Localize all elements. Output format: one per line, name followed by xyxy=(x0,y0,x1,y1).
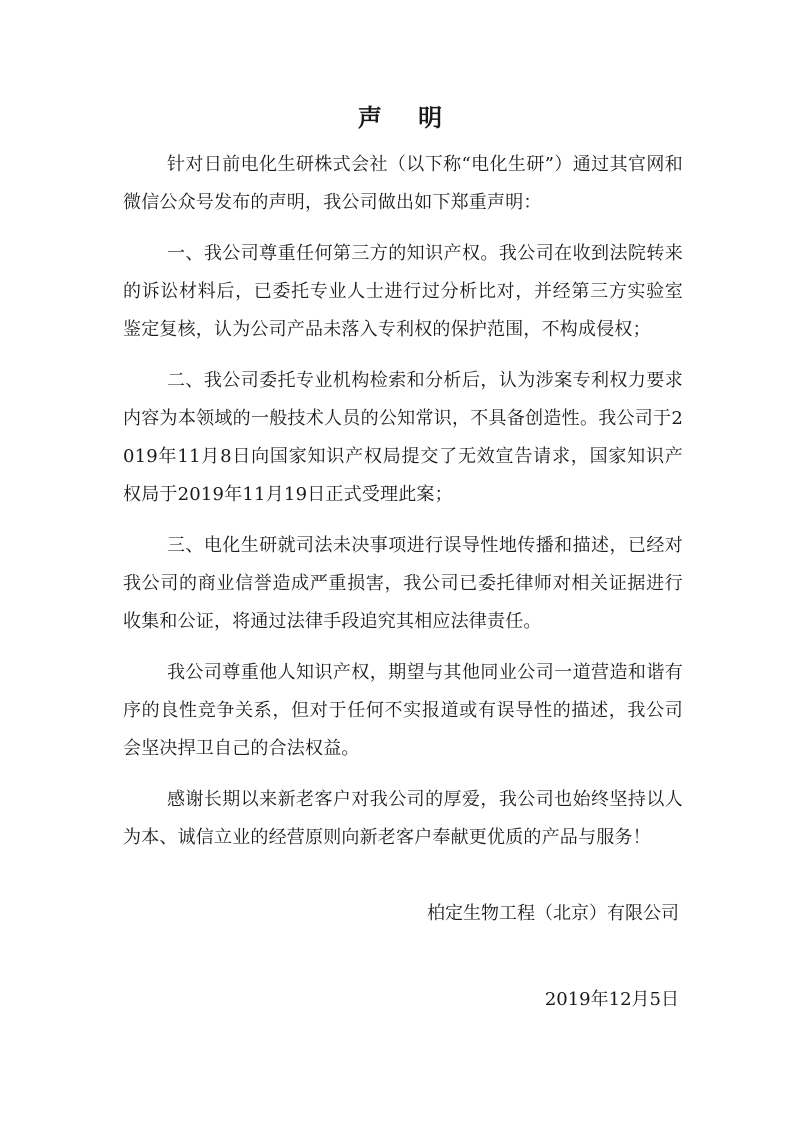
paragraph-point-2: 二、我公司委托专业机构检索和分析后，认为涉案专利权力要求内容为本领域的一般技术人员的公知常识，不具备创造性。我公司于2019年11月8日向国家知识产权局提交了无效宣告请求，国家知识产权局于2019年11月19日正式受理此案； xyxy=(123,370,683,505)
document-date: 2019年12月5日 xyxy=(544,989,679,1010)
company-signature: 柏定生物工程（北京）有限公司 xyxy=(427,903,679,924)
paragraph-point-1: 一、我公司尊重任何第三方的知识产权。我公司在收到法院转来的诉讼材料后，已委托专业人士进行过分析比对，并经第三方实验室鉴定复核，认为公司产品未落入专利权的保护范围，不构成侵权； xyxy=(123,243,683,340)
document-body xyxy=(123,146,683,857)
paragraph-intro: 针对日前电化生研株式会社（以下称“电化生研”）通过其官网和微信公众号发布的声明，我公司做出如下郑重声明： xyxy=(123,154,683,213)
paragraph-respect: 我公司尊重他人知识产权，期望与其他同业公司一道营造和谐有序的良性竞争关系，但对于任何不实报道或有误导性的描述，我公司会坚决捍卫自己的合法权益。 xyxy=(123,662,683,759)
paragraph-point-3: 三、电化生研就司法未决事项进行误导性地传播和描述，已经对我公司的商业信誉造成严重损害，我公司已委托律师对相关证据进行收集和公证，将通过法律手段追究其相应法律责任。 xyxy=(123,535,683,632)
paragraph-thanks: 感谢长期以来新老客户对我公司的厚爱，我公司也始终坚持以人为本、诚信立业的经营原则向新老客户奉献更优质的产品与服务！ xyxy=(123,789,683,848)
document-title: 声 明 xyxy=(357,103,457,132)
